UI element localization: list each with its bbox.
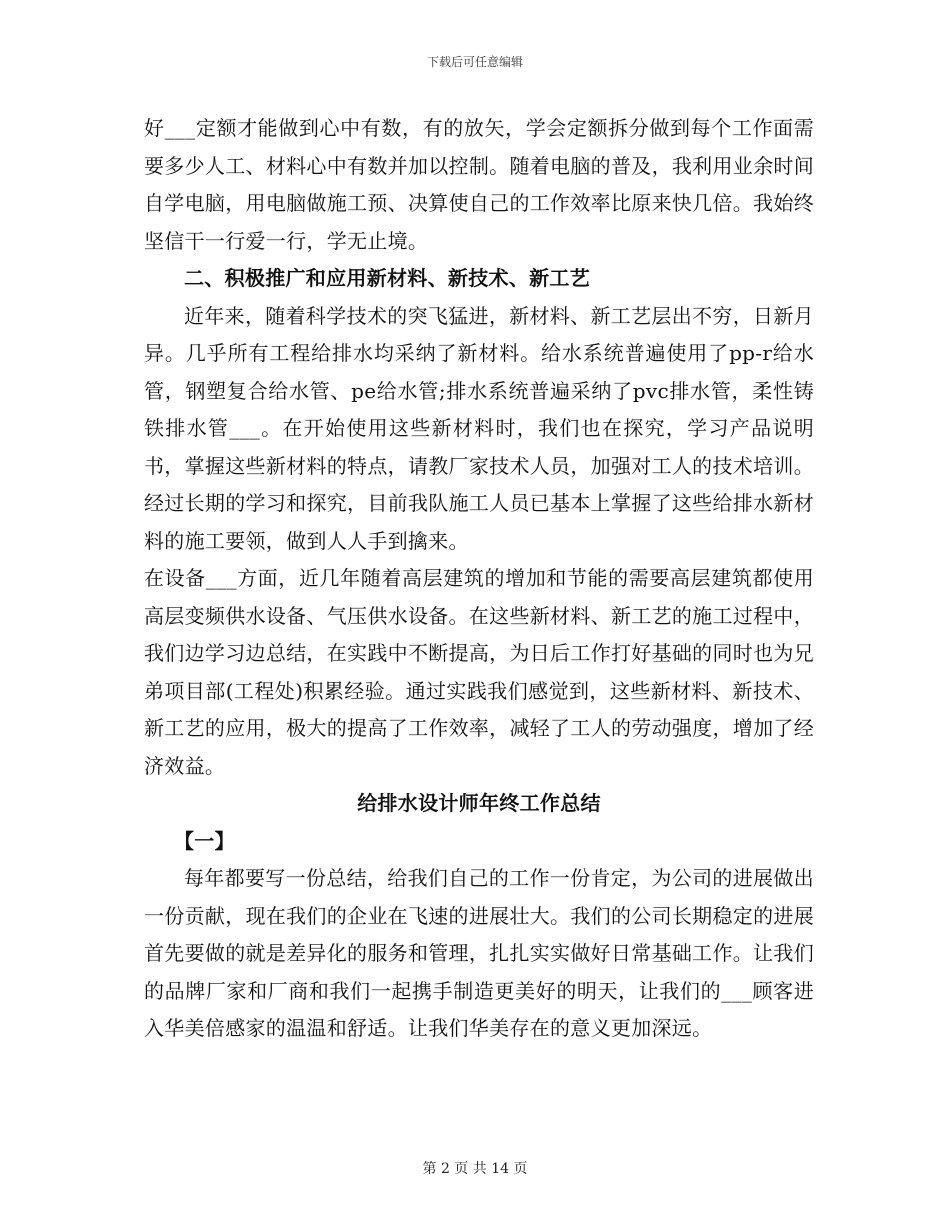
section-heading: 二、积极推广和应用新材料、新技术、新工艺 [184,266,590,290]
paragraph-continuation: 好___定额才能做到心中有数，有的放矢，学会定额拆分做到每个工作面需要多少人工、材料心中有数并加以控制。随着电脑的普及，我利用业余时间自学电脑，用电脑做施工预、决算使自己的工作效率比原来快几倍。我始终坚信干一行爱一行，学无止境。 [144,116,814,253]
page-footer: 第 2 页 共 14 页 [422,1161,528,1177]
page-header: 下载后可任意编辑 [426,55,523,69]
paragraph-summary: 每年都要写一份总结，给我们自己的工作一份肯定，为公司的进展做出一份贡献，现在我们的企业在飞速的进展壮大。我们的公司长期稳定的进展首先要做的就是差异化的服务和管理，扎扎实实做好日常基础工作。让我们的品牌厂家和厂商和我们一起携手制造更美好的明天，让我们的___顾客进入华美倍感家的温温和舒适。让我们华美存在的意义更加深远。 [144,866,814,1040]
document-title: 给排水设计师年终工作总结 [357,791,601,815]
document-body [144,110,814,1048]
section-label: 【一】 [174,828,235,853]
paragraph-equipment: 在设备___方面，近几年随着高层建筑的增加和节能的需要高层建筑都使用高层变频供水设备、气压供水设备。在这些新材料、新工艺的施工过程中，我们边学习边总结，在实践中不断提高，为日后工作打好基础的同时也为兄弟项目部(工程处)积累经验。通过实践我们感觉到，这些新材料、新技术、新工艺的应用，极大的提高了工作效率，减轻了工人的劳动强度，增加了经济效益。 [144,566,814,778]
paragraph-new-materials: 近年来，随着科学技术的突飞猛进，新材料、新工艺层出不穷，日新月异。几乎所有工程给排水均采纳了新材料。给水系统普遍使用了pp-r给水管，钢塑复合给水管、pe给水管;排水系统普遍采纳了pvc排水管，柔性铸铁排水管___。在开始使用这些新材料时，我们也在探究，学习产品说明书，掌握这些新材料的特点，请教厂家技术人员，加强对工人的技术培训。经过长期的学习和探究，目前我队施工人员已基本上掌握了这些给排水新材料的施工要领，做到人人手到擒来。 [144,303,814,553]
